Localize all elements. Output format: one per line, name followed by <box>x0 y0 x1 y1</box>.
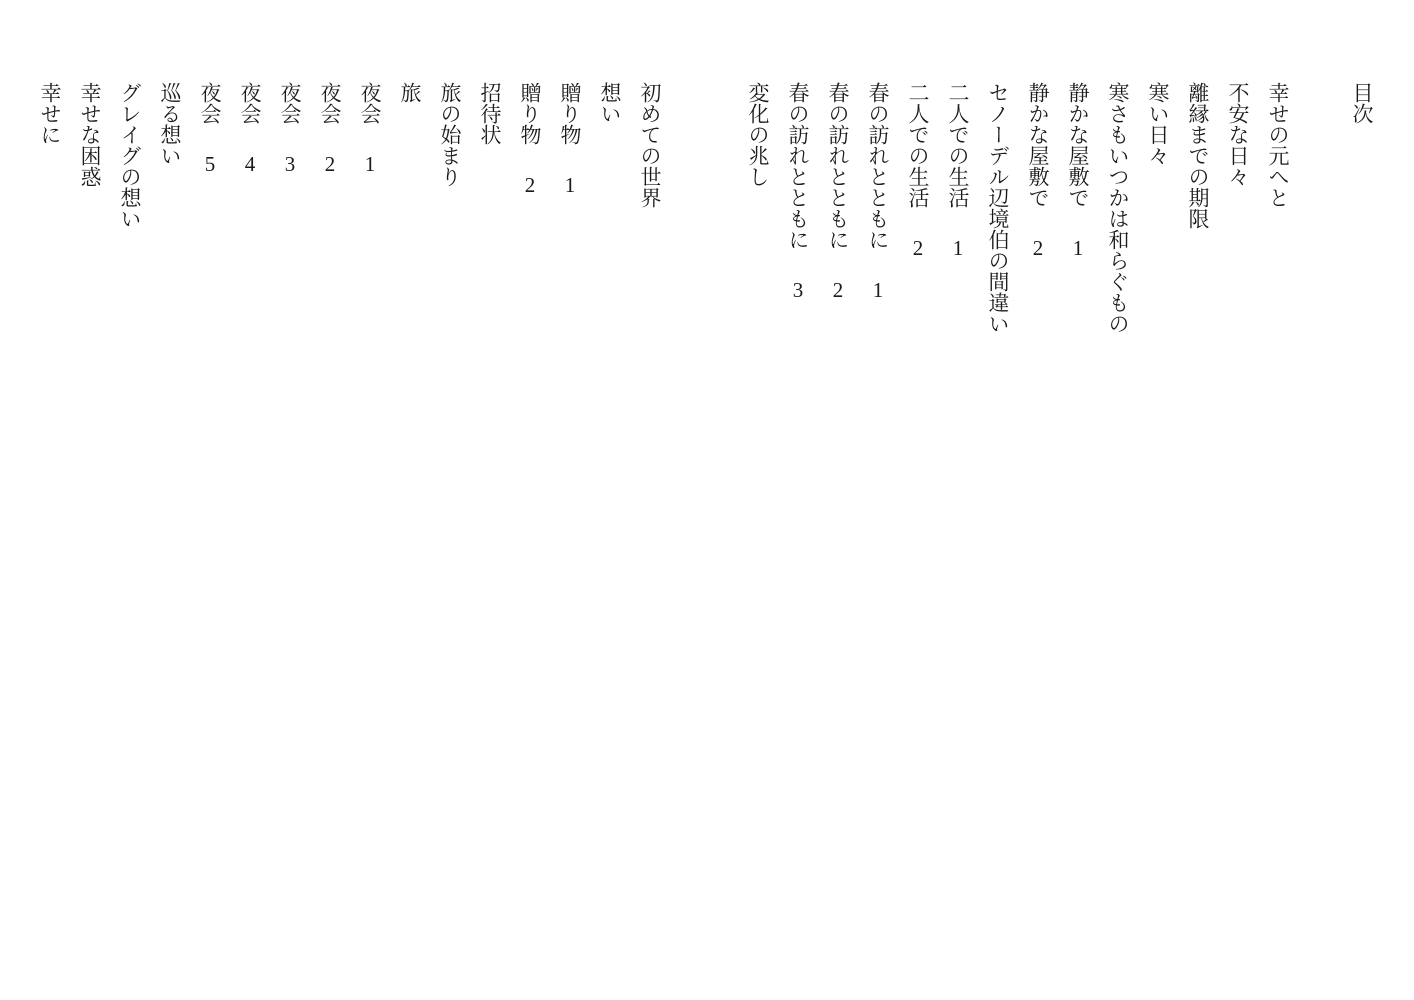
toc-entry <box>310 82 350 972</box>
toc-entry-title: 贈り物 <box>558 82 582 145</box>
toc-entry <box>430 82 470 972</box>
toc-entry-title: セノーデル辺境伯の間違い <box>986 82 1010 334</box>
toc-entry-title: 想い <box>598 82 622 124</box>
toc-entry <box>938 82 978 972</box>
toc-entry-title: 夜会 <box>278 82 302 124</box>
toc-entry-title: 寒い日々 <box>1146 82 1170 166</box>
toc-entry <box>30 82 70 972</box>
toc-entry-title: 二人での生活 <box>906 82 930 208</box>
toc-entry-number: 5 <box>198 152 222 177</box>
toc-entry-title: 寒さもいつかは和らぐもの <box>1106 82 1130 334</box>
toc-entry-number: 2 <box>1026 236 1050 261</box>
toc-vertical-text-block <box>30 82 1382 972</box>
toc-entry-title: 幸せな困惑 <box>78 82 102 187</box>
toc-entry <box>738 82 778 972</box>
toc-entry <box>778 82 818 972</box>
toc-entry-title: 春の訪れとともに <box>866 82 890 250</box>
toc-entry-title: 変化の兆し <box>746 82 770 187</box>
toc-entry <box>1178 82 1218 972</box>
toc-entry <box>590 82 630 972</box>
toc-entry-number: 3 <box>278 152 302 177</box>
toc-entry <box>150 82 190 972</box>
toc-entry-title: 巡る想い <box>158 82 182 166</box>
toc-entry <box>70 82 110 972</box>
toc-entry-title: 初めての世界 <box>638 82 662 208</box>
toc-entry-title: 旅の始まり <box>438 82 462 187</box>
toc-entry-number: 2 <box>906 236 930 261</box>
toc-entry-number: 2 <box>318 152 342 177</box>
toc-entry-title: 幸せに <box>38 82 62 145</box>
toc-entry <box>898 82 938 972</box>
toc-title: 目次 <box>1350 82 1374 124</box>
toc-entry <box>350 82 390 972</box>
toc-entry <box>1018 82 1058 972</box>
toc-entry <box>510 82 550 972</box>
toc-entry-title: 不安な日々 <box>1226 82 1250 187</box>
toc-entry-title: 夜会 <box>198 82 222 124</box>
toc-entry <box>1098 82 1138 972</box>
toc-entry <box>550 82 590 972</box>
toc-entry-number: 3 <box>786 278 810 303</box>
toc-entry <box>470 82 510 972</box>
toc-entry <box>858 82 898 972</box>
toc-entry <box>190 82 230 972</box>
toc-entry-title: 招待状 <box>478 82 502 145</box>
toc-entry <box>630 82 670 972</box>
toc-entry-title: 夜会 <box>238 82 262 124</box>
toc-entry <box>1058 82 1098 972</box>
toc-entry <box>978 82 1018 972</box>
toc-entry-title: グレイグの想い <box>118 82 142 229</box>
toc-entry-title: 春の訪れとともに <box>826 82 850 250</box>
toc-entry <box>1258 82 1298 972</box>
toc-entry-number: 1 <box>946 236 970 261</box>
toc-entry <box>390 82 430 972</box>
toc-entry-title: 春の訪れとともに <box>786 82 810 250</box>
toc-entry-title: 夜会 <box>358 82 382 124</box>
toc-entry-title: 夜会 <box>318 82 342 124</box>
toc-entry-number: 4 <box>238 152 262 177</box>
toc-entry <box>1218 82 1258 972</box>
toc-entry <box>270 82 310 972</box>
toc-entry-title: 二人での生活 <box>946 82 970 208</box>
toc-section-2 <box>30 82 670 972</box>
toc-entry <box>110 82 150 972</box>
toc-entry-title: 静かな屋敷で <box>1026 82 1050 208</box>
toc-entry <box>818 82 858 972</box>
toc-entry <box>230 82 270 972</box>
toc-entry-title: 幸せの元へと <box>1266 82 1290 208</box>
toc-entry-title: 旅 <box>398 82 422 103</box>
toc-entry-title: 離縁までの期限 <box>1186 82 1210 229</box>
toc-entry-number: 1 <box>866 278 890 303</box>
toc-entry-number: 1 <box>1066 236 1090 261</box>
toc-entry-title: 静かな屋敷で <box>1066 82 1090 208</box>
toc-entry-number: 2 <box>518 173 542 198</box>
toc-section-1 <box>738 82 1298 972</box>
toc-entry-number: 1 <box>358 152 382 177</box>
toc-entry-number: 1 <box>558 173 582 198</box>
toc-entry-title: 贈り物 <box>518 82 542 145</box>
toc-entry <box>1138 82 1178 972</box>
toc-entry-number: 2 <box>826 278 850 303</box>
